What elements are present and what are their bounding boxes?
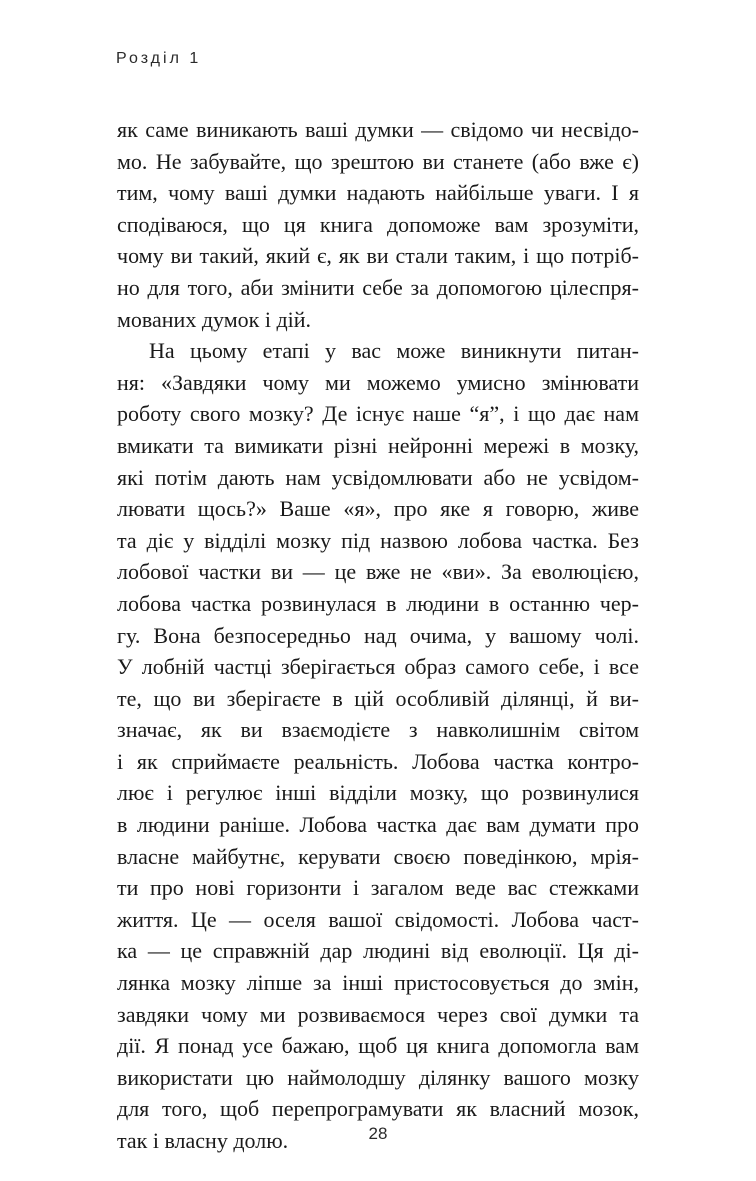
text-line: роботу свого мозку? Де існує наше “я”, і що дає нам [117, 401, 639, 427]
text-line: дії. Я понад усе бажаю, щоб ця книга допомогла вам [117, 1033, 639, 1059]
text-line: і як сприймаєте реальність. Лобова частка контро- [117, 748, 639, 774]
text-line: На цьому етапі у вас може виникнути питан- [149, 338, 639, 364]
text-line: які потім дають нам усвідомлювати або не усвідом- [117, 464, 639, 490]
text-line: У лобній частці зберігається образ самого себе, і все [117, 654, 639, 680]
paragraph [117, 335, 639, 1156]
text-line: мо. Не забувайте, що зрештою ви станете (або вже є) [117, 148, 639, 174]
page-number: 28 [368, 1124, 388, 1143]
text-line: життя. Це — оселя вашої свідомості. Лобова част- [117, 906, 639, 932]
text-line: мованих думок і дій. [117, 306, 312, 332]
text-line: як саме виникають ваші думки — свідомо чи несвідо- [117, 117, 639, 142]
text-line: вмикати та вимикати різні нейронні мережі в мозку, [117, 432, 639, 458]
text-line: но для того, аби змінити себе за допомогою цілеспря- [117, 274, 639, 300]
text-line: сподіваюся, що ця книга допоможе вам зрозуміти, [117, 211, 639, 237]
text-line: лобова частка розвинулася в людини в останню чер- [117, 590, 639, 616]
text-line: лянка мозку ліпше за інші пристосовується до змін, [117, 970, 639, 996]
text-line: гу. Вона безпосередньо над очима, у вашому чолі. [117, 622, 639, 648]
text-line: ка — це справжній дар людині від еволюції. Ця ді- [117, 938, 639, 964]
text-line: значає, як ви взаємодієте з навколишнім світом [117, 717, 639, 743]
text-line: те, що ви зберігаєте в цій особливій ділянці, й ви- [117, 685, 639, 711]
text-line: ня: «Завдяки чому ми можемо умисно змінювати [117, 369, 639, 395]
text-line: тим, чому ваші думки надають найбільше уваги. І я [117, 180, 639, 206]
text-line: та діє у відділі мозку під назвою лобова частка. Без [117, 527, 639, 553]
running-head: Розділ 1 [116, 50, 202, 67]
text-line: в людини раніше. Лобова частка дає вам думати про [117, 812, 639, 838]
text-line: для того, щоб перепрограмувати як власний мозок, [117, 1096, 639, 1122]
text-line: лобової частки ви — це вже не «ви». За еволюцією, [117, 559, 639, 585]
text-line: лювати щось?» Ваше «я», про яке я говорю, живе [117, 496, 639, 522]
text-line: використати цю наймолодшу ділянку вашого мозку [117, 1064, 639, 1090]
text-line: ти про нові горизонти і загалом веде вас стежками [117, 875, 639, 901]
text-line: так і власну долю. [117, 1128, 289, 1153]
text-line: власне майбутнє, керувати своєю поведінкою, мрія- [117, 843, 639, 869]
paragraph [117, 114, 639, 335]
body-text [117, 114, 639, 1157]
text-line: завдяки чому ми розвиваємося через свої думки та [117, 1001, 639, 1027]
text-line: лює і регулює інші відділи мозку, що розвинулися [117, 780, 639, 806]
text-line: чому ви такий, який є, як ви стали таким, і що потріб- [117, 243, 639, 269]
